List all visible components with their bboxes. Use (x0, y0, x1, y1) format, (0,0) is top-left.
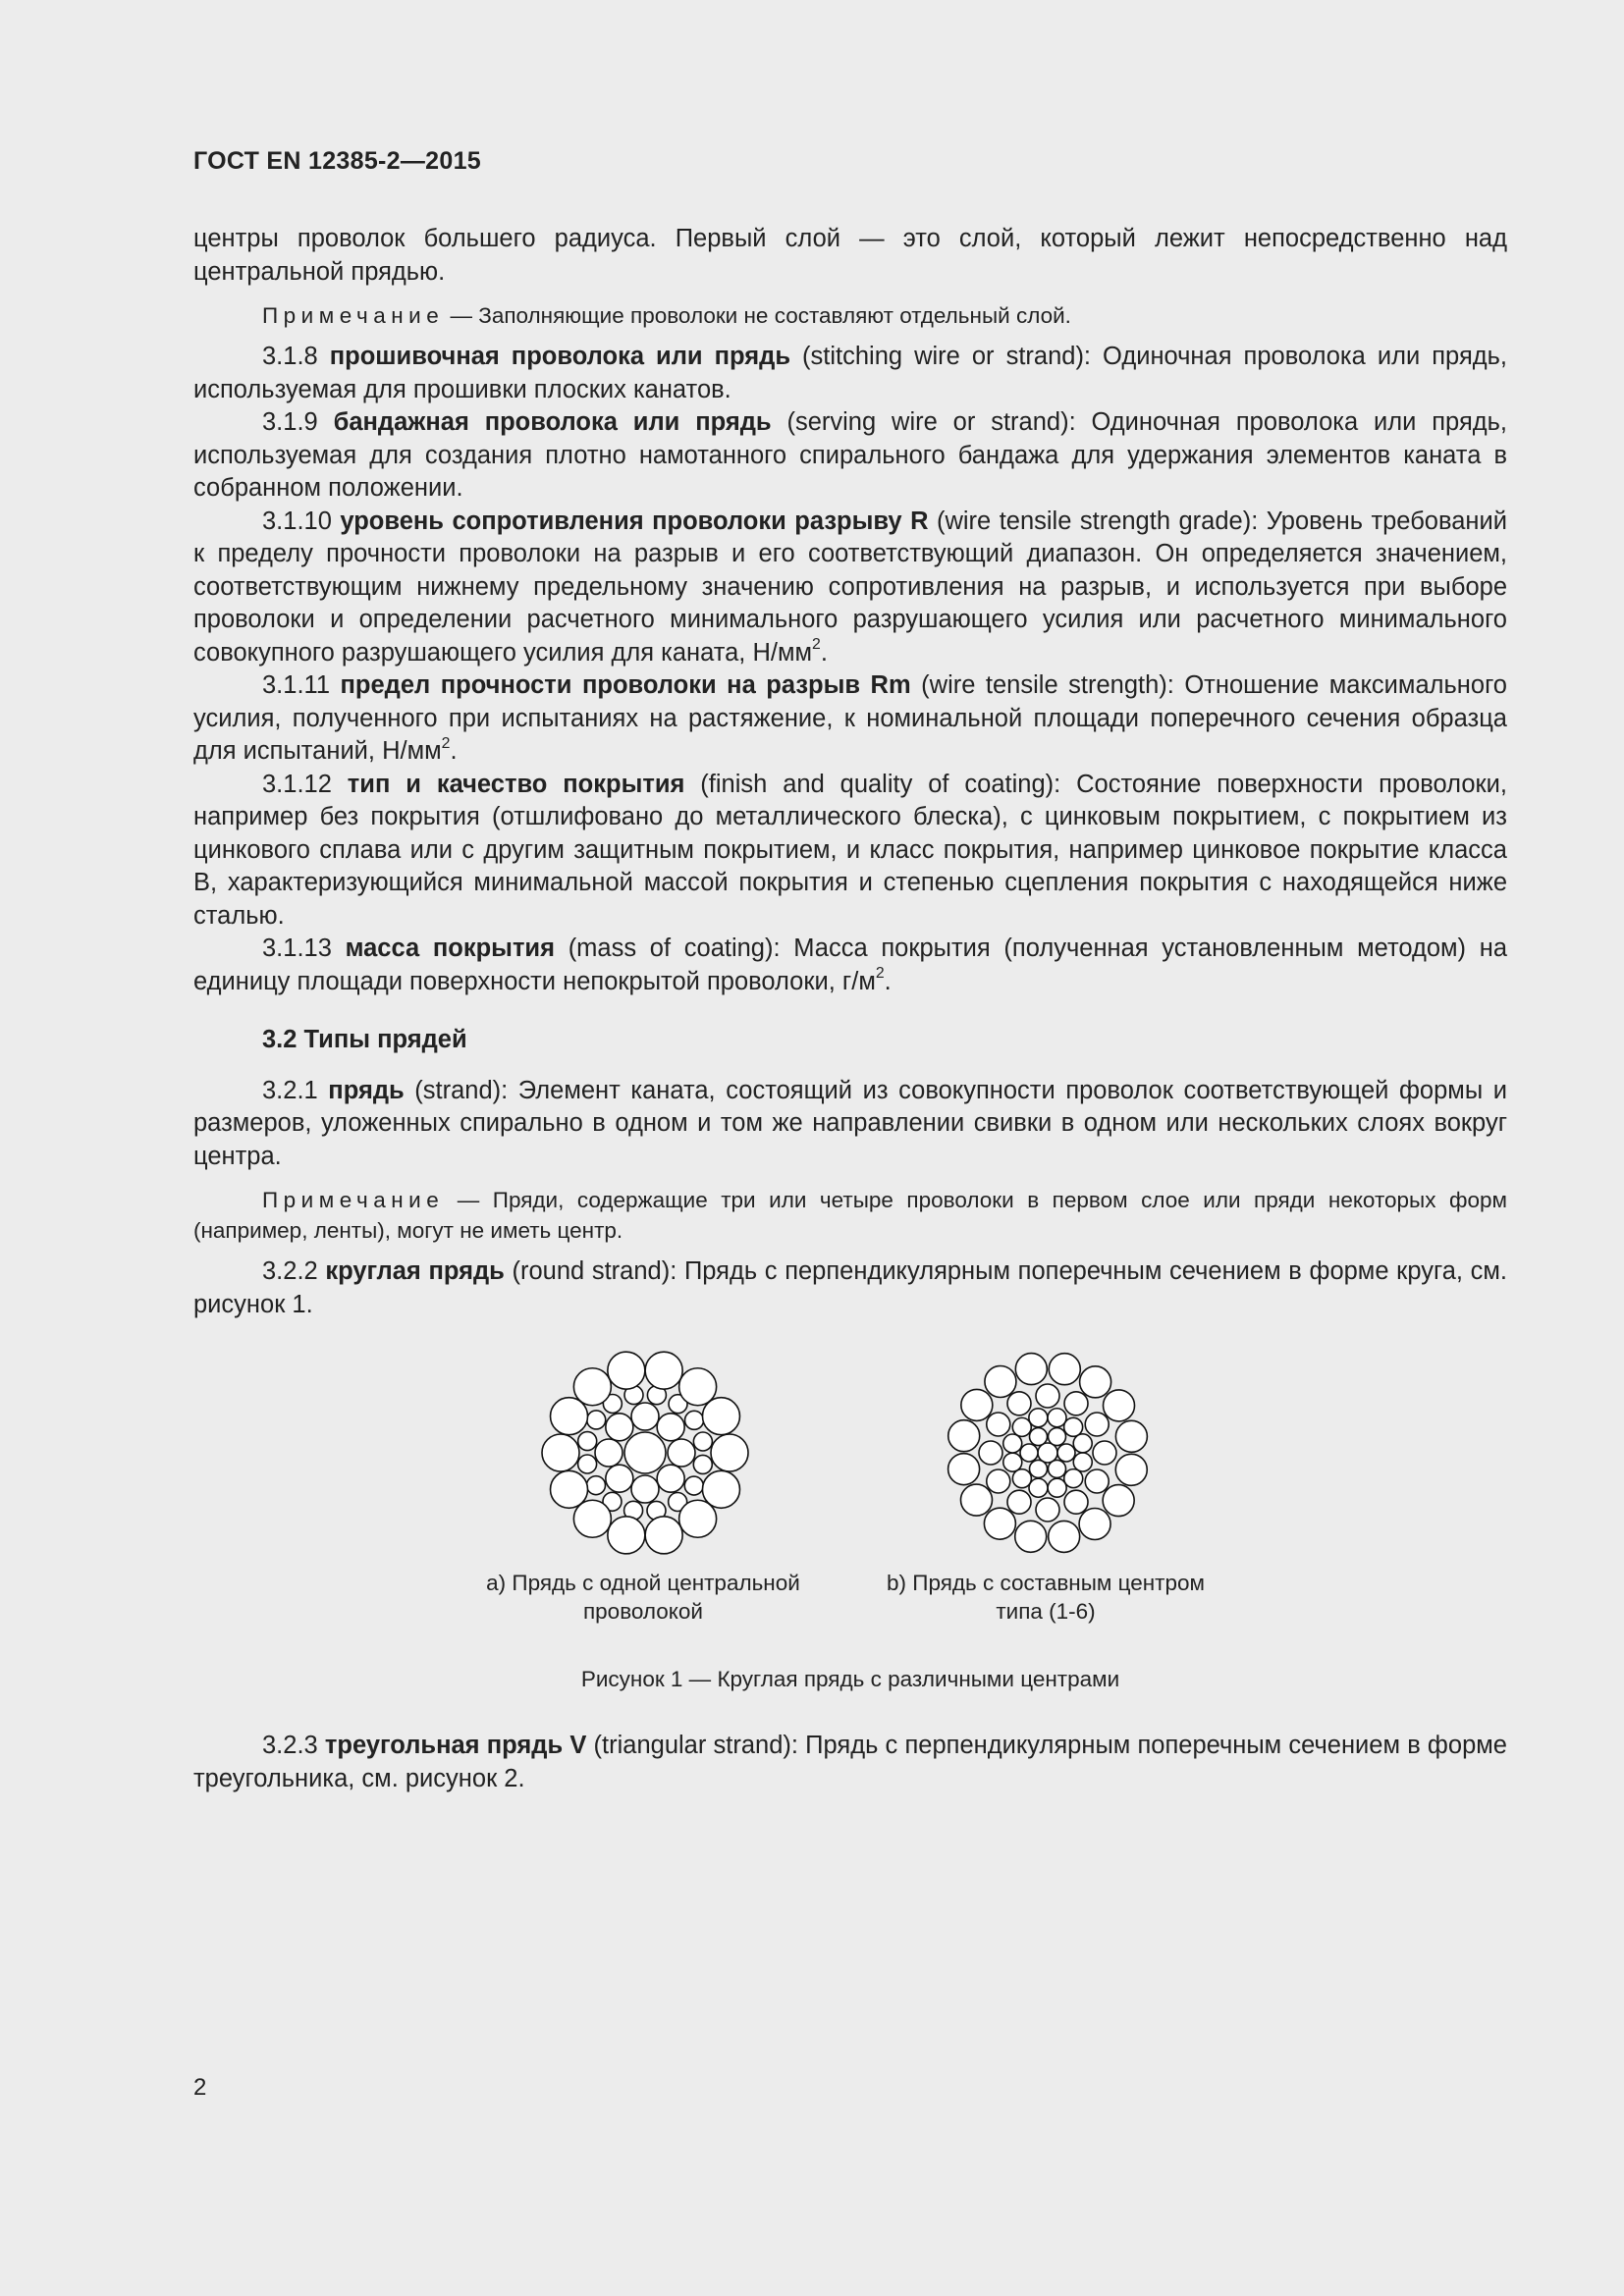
term: круглая прядь (325, 1257, 505, 1285)
wire (606, 1465, 633, 1492)
wire (1048, 1478, 1066, 1497)
wire (1104, 1390, 1135, 1421)
definition-3-1-9: 3.1.9 бандажная проволока или прядь (serving wire or strand): Одиночная проволока или прядь, используемая для создания плотно намотанного спирального бандажа для удержания элементов каната в собранном положении. (193, 408, 1508, 502)
term: уровень сопротивления проволоки разрыву R (340, 507, 929, 535)
term: предел прочности проволоки на разрыв Rm (340, 671, 911, 699)
term: прошивочная проволока или прядь (329, 343, 791, 370)
wire (1073, 1453, 1092, 1471)
wire (1085, 1469, 1109, 1493)
wire (608, 1517, 645, 1554)
document-header: ГОСТ EN 12385-2—2015 (193, 147, 481, 175)
section-heading-3-2: 3.2 Типы прядей (262, 1026, 467, 1053)
wire (684, 1476, 703, 1495)
definition-3-2-1: 3.2.1 прядь (strand): Элемент каната, состоящий из совокупности проволок соответствующей формы и размеров, уложенных спирально в одном и том же направлении свивки в одном или нескольких слоях вокруг центра. (193, 1076, 1507, 1170)
wire (1079, 1509, 1110, 1540)
wire (1093, 1441, 1116, 1465)
wire (1064, 1490, 1088, 1514)
wire (961, 1389, 993, 1420)
wire (657, 1465, 684, 1492)
definition-3-1-13: 3.1.13 масса покрытия (mass of coating): Масса покрытия (полученная установленным методом) на единицу площади поверхности непокрытой проволоки, $г/м^2$. (193, 934, 1508, 995)
wire (586, 1476, 605, 1495)
wire (711, 1434, 748, 1471)
wire (1030, 1428, 1048, 1446)
wire (606, 1414, 633, 1441)
wire (979, 1441, 1002, 1465)
wire (693, 1432, 712, 1451)
note-text: Заполняющие проволоки не составляют отдельный слой. (478, 303, 1071, 328)
wire (1029, 1409, 1048, 1427)
wire (1049, 1428, 1066, 1446)
wire (1003, 1434, 1022, 1453)
definition-3-1-12: 3.1.12 тип и качество покрытия (finish and quality of coating): Состояние поверхности проволоки, например без покрытия (отшлифовано до металлического блеска), с цинковым покрытием, с покрытием из цинкового сплава или с другим защитным покрытием, и класс покрытия, например цинковое покрытие класса B, характеризующийся минимальной массой покрытия и степенью сцепления покрытия с находящейся ниже сталью. (193, 770, 1508, 930)
definition-3-1-10: 3.1.10 уровень сопротивления проволоки разрыву R (wire tensile strength grade): Уровень требований к пределу прочности проволоки на разрыв и его соответствующий диапазон. Он определяется значением, соответствующим нижнему предельному значению сопротивления на разрыв, и используется при выборе проволоки и определении расчетного минимального разрушающего усилия или расчетного минимального совокупного разрушающего усилия для каната, $Н/мм^2$. (193, 507, 1508, 667)
wire (1049, 1354, 1080, 1385)
wire (1015, 1521, 1047, 1552)
wire (679, 1500, 717, 1537)
wire (645, 1352, 682, 1389)
wire (1115, 1420, 1147, 1452)
wire (645, 1517, 682, 1554)
wire (1003, 1453, 1022, 1471)
figure-1 (193, 1345, 1507, 1757)
term: тип и качество покрытия (347, 770, 685, 798)
wire (542, 1434, 579, 1471)
note-2: Примечание — Пряди, содержащие три или четыре проволоки в первом слое или пряди некоторых форм (например, ленты), могут не иметь центр. (193, 1188, 1507, 1243)
wire (631, 1475, 659, 1503)
wire (1049, 1521, 1080, 1552)
wire (1073, 1434, 1092, 1453)
wire (1029, 1478, 1048, 1497)
wire (578, 1432, 597, 1451)
wire (595, 1439, 623, 1467)
term: масса покрытия (345, 934, 555, 962)
wire (624, 1432, 666, 1473)
definition-3-2-3: 3.2.3 треугольная прядь V (triangular strand): Прядь с перпендикулярным поперечным сечением в форме треугольника, см. рисунок 2. (193, 1732, 1507, 1792)
wire (1049, 1460, 1066, 1477)
note-label: Примечание (262, 303, 445, 328)
term: треугольная прядь V (324, 1732, 587, 1759)
figure-title: Рисунок 1 — Круглая прядь с различными центрами (580, 1667, 1120, 1691)
strand-compound-center-drawing (940, 1345, 1156, 1561)
wire (1020, 1444, 1038, 1462)
term: прядь (328, 1076, 405, 1104)
wire (984, 1508, 1015, 1539)
wire (1036, 1498, 1059, 1522)
wire (1012, 1417, 1031, 1436)
paragraph-continuation: центры проволок большего радиуса. Первый слой — это слой, который лежит непосредственно над центральной прядью. (193, 225, 1507, 286)
wire (1103, 1485, 1134, 1517)
definition-3-2-2: 3.2.2 круглая прядь (round strand): Прядь с перпендикулярным поперечным сечением в форме круга, см. рисунок 1. (193, 1257, 1507, 1318)
document-body (193, 223, 1507, 1795)
wire (587, 1411, 606, 1429)
wire (578, 1455, 597, 1473)
wire (987, 1413, 1010, 1436)
wire (551, 1470, 588, 1508)
wire (985, 1365, 1016, 1397)
wire (987, 1469, 1010, 1493)
wire (1007, 1490, 1031, 1514)
wire (1064, 1417, 1083, 1436)
wire (1015, 1354, 1047, 1385)
wire (960, 1484, 992, 1516)
caption-b: b) Прядь с составным центром типа (1-6) (887, 1571, 1205, 1624)
wire (685, 1411, 704, 1429)
wire (1048, 1409, 1066, 1427)
strand-single-center-drawing (537, 1345, 753, 1561)
wire (631, 1403, 659, 1430)
wire (608, 1352, 645, 1389)
page-number: 2 (193, 2074, 207, 2101)
term: бандажная проволока или прядь (333, 408, 772, 436)
wire (1057, 1444, 1075, 1462)
wire (948, 1420, 980, 1452)
wire (1064, 1469, 1083, 1488)
wire (1030, 1460, 1048, 1477)
wire (573, 1368, 611, 1406)
note-1: Примечание — Заполняющие проволоки не составляют отдельный слой. (262, 303, 1071, 328)
note-text: Пряди, содержащие три или четыре проволоки в первом слое или пряди некоторых форм (например, ленты), могут не иметь центр. (193, 1188, 1507, 1243)
wire (948, 1454, 980, 1485)
note-label: Примечание (262, 1188, 445, 1212)
wire (1007, 1392, 1031, 1415)
definition-3-1-8: 3.1.8 прошивочная проволока или прядь (stitching wire or strand): Одиночная проволока или прядь, используемая для прошивки плоских канатов. (193, 343, 1507, 403)
caption-a: a) Прядь с одной центральной проволокой (486, 1571, 800, 1624)
wire (693, 1455, 712, 1473)
definition-3-1-11: 3.1.11 предел прочности проволоки на разрыв Rm (wire tensile strength): Отношение максимального усилия, полученного при испытаниях на растяжение, к номинальной площади поперечного сечения образца для испытаний, $Н/мм^2$. (193, 671, 1507, 765)
wire (1036, 1384, 1059, 1408)
wire (668, 1439, 695, 1467)
wire (702, 1398, 739, 1435)
wire (1064, 1392, 1088, 1415)
wire (1085, 1413, 1109, 1436)
wire (1012, 1469, 1031, 1488)
wire (657, 1414, 684, 1441)
wire (1115, 1454, 1147, 1485)
wire (1080, 1366, 1111, 1398)
